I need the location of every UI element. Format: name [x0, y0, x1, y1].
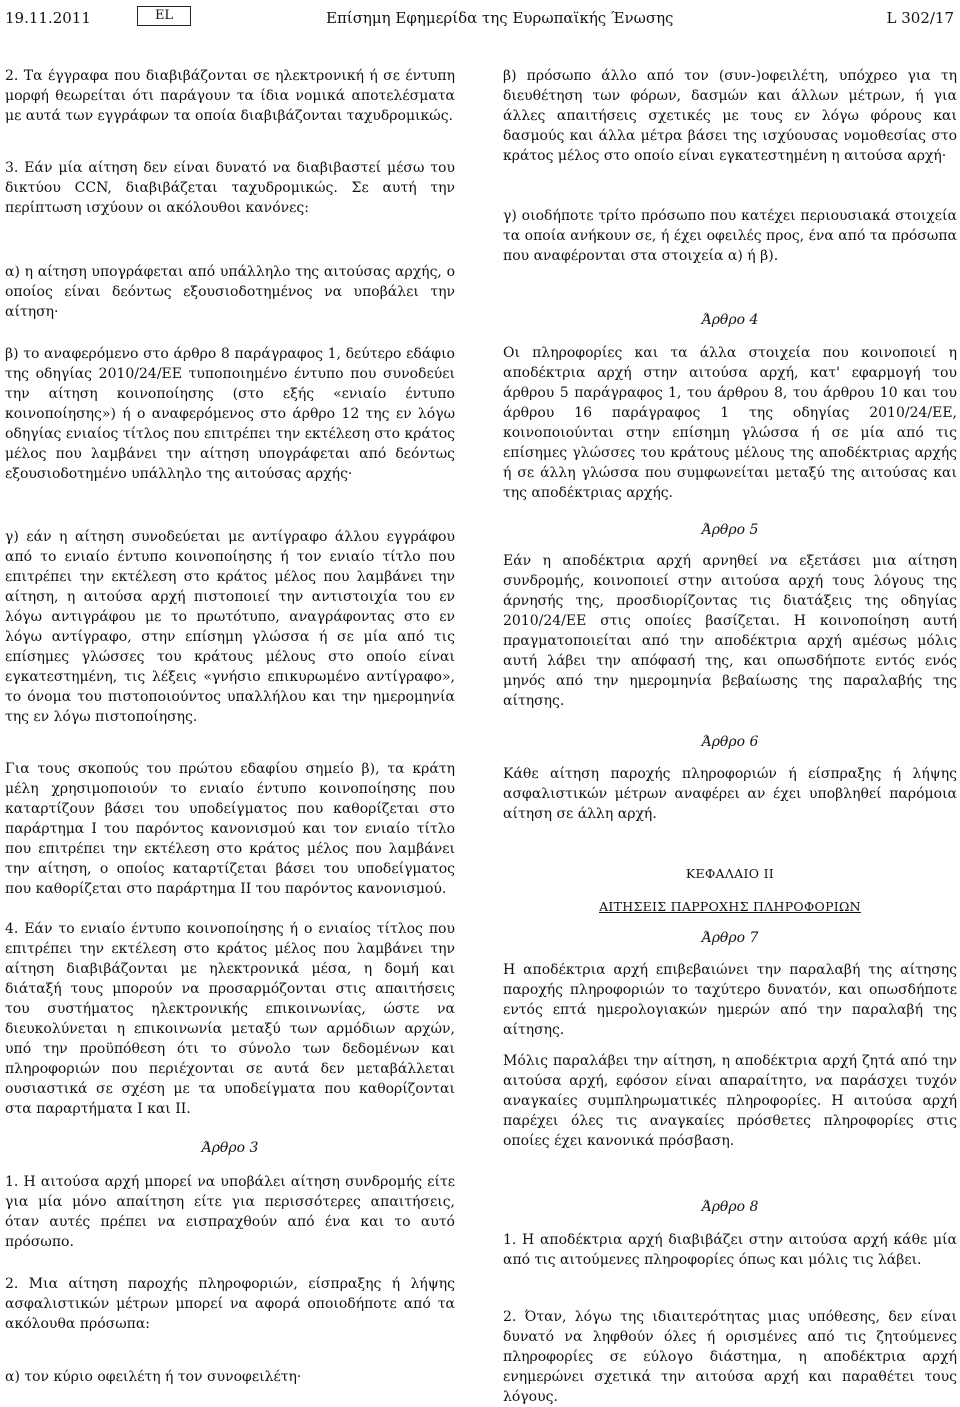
journal-title: Επίσημη Εφημερίδα της Ευρωπαϊκής Ένωσης [326, 9, 674, 27]
article-8-title: Άρθρο 8 [701, 1199, 759, 1215]
page-reference: L 302/17 [886, 9, 954, 27]
article-4-text: Οι πληροφορίες και τα άλλα στοιχεία που κοινοποιεί η αποδέκτρια αρχή στην αιτούσα αρχή, κατ' εφαρμογή του άρθρου 5 παράγραφος 1, του άρθρου 8, του άρθρου 10 και του άρθρου 16 παράγραφος 1 της οδηγίας 2010/24/ΕΕ, κοινοποιούνται στην επίσημη γλώσσα ή σε μία από τις επίσημες γλώσσες του κράτους μέλους της αποδέκτριας αρχής ή σε άλλη γλώσσα που συμφωνείται μεταξύ της αιτούσας και της αποδέκτριας αρχής. [503, 345, 957, 501]
paragraph-4: 4. Εάν το ενιαίο έντυπο κοινοποίησης ή ο ενιαίος τίτλος που επιτρέπει την εκτέλεση στο κράτος μέλος που λαμβάνει την αίτηση διαβιβάζονται με ηλεκτρονικά μέσα, η δομή και διάταξή τους μπορούν να προσαρμόζονται στις απαιτήσεις του συστήματος ηλεκτρονικής επικοινωνίας, ώστε να διευκολύνεται η επικοινωνία μεταξύ των αρμόδιων αρχών, υπό την προϋπόθεση ότι το σύνολο των δεδομένων και πληροφοριών που περιέχονται σε αυτά δεν μεταβάλλεται ουσιαστικά σε σχέση με τα υποδείγματα που καθορίζονται στα παραρτήματα I και II. [5, 921, 455, 1117]
article-3-point-b: β) πρόσωπο άλλο από τον (συν-)οφειλέτη, υπόχρεο για τη διευθέτηση των φόρων, δασμών και άλλων μέτρων, ή για άλλες απαιτήσεις σχετικές με τους εν λόγω φόρους και δασμούς και άλλα μέτρα βάσει της ισχύουσας νομοθεσίας στο κράτος μέλος στο οποίο είναι εγκατεστημένη η αιτούσα αρχή· [503, 68, 957, 164]
article-8-paragraph-1: 1. Η αποδέκτρια αρχή διαβιβάζει στην αιτούσα αρχή κάθε μία από τις αιτούμενες πληροφορίες όπως και μόλις τις λάβει. [503, 1232, 957, 1268]
article-4-title: Άρθρο 4 [701, 312, 759, 328]
article-8-paragraph-2: 2. Όταν, λόγω της ιδιαιτερότητας μιας υπόθεσης, δεν είναι δυνατό να ληφθούν όλες ή ορισμένες από τις ζητούμενες πληροφορίες σε εύλογο διάστημα, η αποδέκτρια αρχή ενημερώνει σχετικά την αιτούσα αρχή και παραθέτει τους λόγους. [503, 1309, 957, 1405]
article-7-paragraph-2: Μόλις παραλάβει την αίτηση, η αποδέκτρια αρχή ζητά από την αιτούσα αρχή, εφόσον είναι απαραίτητο, να παράσχει τυχόν αναγκαίες συμπληρωματικές πληροφορίες. Η αιτούσα αρχή παρέχει όλες τις αναγκαίες πρόσθετες πληροφορίες στις οποίες έχει κανονικά πρόσβαση. [503, 1053, 957, 1149]
article-3-point-c: γ) οιοδήποτε τρίτο πρόσωπο που κατέχει περιουσιακά στοιχεία τα οποία ανήκουν σε, ή έχει οφειλές προς, ένα από τα πρόσωπα που αναφέρονται στα στοιχεία α) ή β). [503, 208, 957, 264]
article-3-paragraph-2: 2. Μια αίτηση παροχής πληροφοριών, είσπραξης ή λήψης ασφαλιστικών μέτρων μπορεί να αφορά οποιοδήποτε από τα ακόλουθα πρόσωπα: [5, 1276, 455, 1332]
article-3-title: Άρθρο 3 [201, 1140, 259, 1156]
paragraph-3: 3. Εάν μία αίτηση δεν είναι δυνατό να διαβιβαστεί μέσω του δικτύου CCN, διαβιβάζεται ταχυδρομικώς. Σε αυτή την περίπτωση ισχύουν οι ακόλουθοι κανόνες: [5, 160, 455, 216]
article-6-text: Κάθε αίτηση παροχής πληροφοριών ή είσπραξης ή λήψης ασφαλιστικών μέτρων αναφέρει αν έχει υποβληθεί παρόμοια αίτηση σε άλλη αρχή. [503, 766, 957, 822]
article-7-title: Άρθρο 7 [701, 930, 759, 946]
chapter-title: ΑΙΤΗΣΕΙΣ ΠΑΡΡΟΧΗΣ ΠΛΗΡΟΦΟΡΙΩΝ [599, 899, 861, 914]
article-5-title: Άρθρο 5 [701, 522, 759, 538]
publication-date: 19.11.2011 [5, 9, 91, 27]
article-3-paragraph-1: 1. Η αιτούσα αρχή μπορεί να υποβάλει αίτηση συνδρομής είτε για μία μόνο απαίτηση είτε για περισσότερες απαιτήσεις, όταν αυτές πρέπει να εισπραχθούν από ένα και το αυτό πρόσωπο. [5, 1174, 455, 1250]
page-header [0, 6, 960, 30]
chapter-number: ΚΕΦΑΛΑΙΟ II [685, 866, 775, 881]
subparagraph-note: Για τους σκοπούς του πρώτου εδαφίου σημείο β), τα κράτη μέλη χρησιμοποιούν το ενιαίο έντυπο κοινοποίησης που καταρτίζουν βάσει του υποδείγματος που καθορίζεται στο παράρτημα I του παρόντος κανονισμού και τον ενιαίο τίτλο που επιτρέπει την εκτέλεση στο κράτος μέλος που λαμβάνει την αίτηση, ο οποίος καταρτίζεται βάσει του υποδείγματος που καθορίζεται στο παράρτημα II του παρόντος κανονισμού. [5, 761, 455, 897]
article-6-title: Άρθρο 6 [701, 734, 759, 750]
article-7-paragraph-1: Η αποδέκτρια αρχή επιβεβαιώνει την παραλαβή της αίτησης παροχής πληροφοριών το ταχύτερο δυνατόν, και οπωσδήποτε εντός επτά ημερολογιακών ημερών από την παραλαβή της αίτησης. [503, 962, 957, 1038]
paragraph-2: 2. Τα έγγραφα που διαβιβάζονται σε ηλεκτρονική ή σε έντυπη μορφή θεωρείται ότι παράγουν τα ίδια νομικά αποτελέσματα με αυτά των εγγράφων τα οποία διαβιβάζονται ταχυδρομικώς. [5, 68, 455, 124]
article-5-text: Εάν η αποδέκτρια αρχή αρνηθεί να εξετάσει μια αίτηση συνδρομής, κοινοποιεί στην αιτούσα αρχή τους λόγους της άρνησής της, προσδιορίζοντας τις διατάξεις της οδηγίας 2010/24/ΕΕ στις οποίες βασίζεται. Η κοινοποίηση αυτή πραγματοποιείται από την αποδέκτρια αρχή αμέσως μόλις αυτή λάβει την απόφασή της, και οπωσδήποτε εντός ενός μηνός από την ημερομηνία βεβαίωσης της παραλαβής της αίτησης. [503, 553, 957, 709]
article-3-point-a: α) τον κύριο οφειλέτη ή τον συνοφειλέτη· [5, 1369, 302, 1385]
point-c: γ) εάν η αίτηση συνοδεύεται με αντίγραφο άλλου εγγράφου από το ενιαίο έντυπο κοινοποίησης ή τον ενιαίο τίτλο που επιτρέπει την εκτέλεση στο κράτος μέλος που λαμβάνει την αίτηση, η αιτούσα αρχή πιστοποιεί την αντιστοιχία του εν λόγω αντιγράφου με το πρωτότυπο, αναγράφοντας στο εν λόγω αντίγραφο, στην επίσημη γλώσσα ή σε μία από τις επίσημες γλώσσες του κράτους μέλους στο οποίο είναι εγκατεστημένη, τις λέξεις «γνήσιο επικυρωμένο αντίγραφο», το όνομα του πιστοποιούντος υπαλλήλου και την ημερομηνία της εν λόγω πιστοποίησης. [5, 529, 455, 725]
point-b: β) το αναφερόμενο στο άρθρο 8 παράγραφος 1, δεύτερο εδάφιο της οδηγίας 2010/24/ΕΕ τυποποιημένο έντυπο που συνοδεύει την αίτηση κοινοποίησης (στο εξής «ενιαίο έντυπο κοινοποίησης») ή ο αναφερόμενος στο άρθρο 12 της εν λόγω οδηγίας ενιαίος τίτλος που επιτρέπει την εκτέλεση στο κράτος μέλος που λαμβάνει την αίτηση υπογράφεται από δεόντως εξουσιοδοτημένο υπάλληλο της αιτούσας αρχής· [5, 346, 455, 482]
language-code-box: EL [137, 6, 191, 26]
point-a: α) η αίτηση υπογράφεται από υπάλληλο της αιτούσας αρχής, ο οποίος είναι δεόντως εξουσιοδοτημένος να υποβάλει την αίτηση· [5, 264, 455, 320]
